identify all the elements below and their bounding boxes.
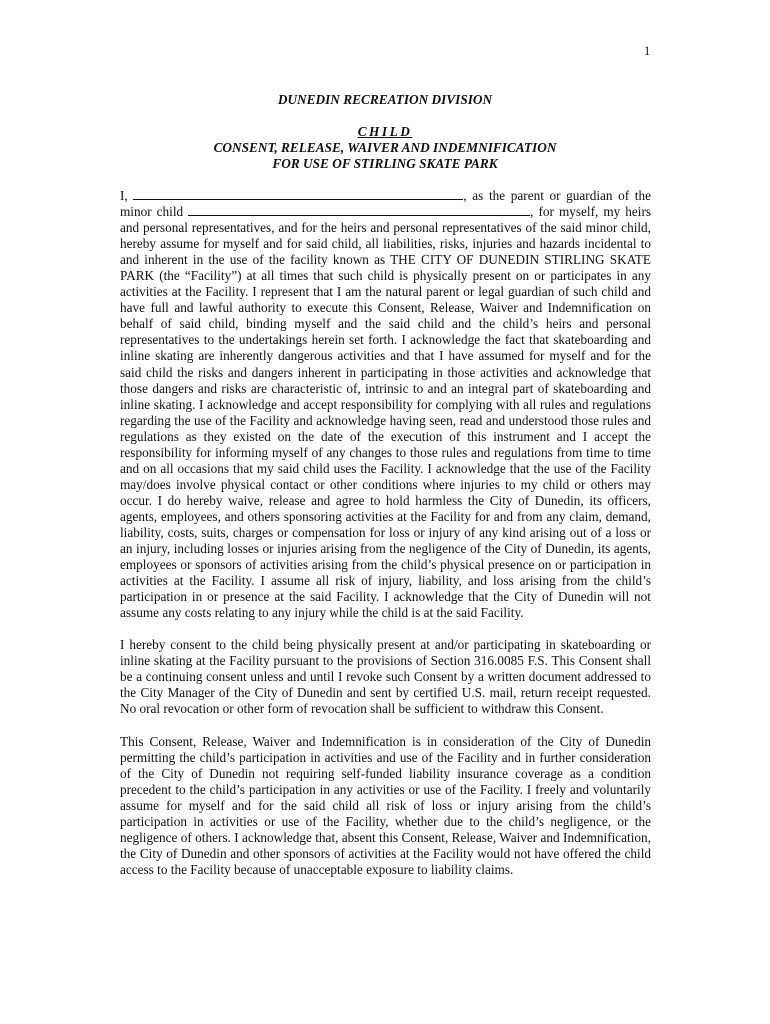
parent-name-field[interactable] — [133, 188, 463, 200]
minor-child-name-field[interactable] — [188, 204, 530, 216]
paragraph-1 — [120, 188, 651, 621]
document-header — [120, 92, 650, 172]
paragraph-1-after-parent: , as the parent or guardian of the minor child — [120, 188, 651, 220]
page-number: 1 — [644, 44, 651, 58]
division-title: DUNEDIN RECREATION DIVISION — [277, 92, 493, 107]
paragraph-2: I hereby consent to the child being physically present at and/or participating in skateboarding or inline skating at the Facility pursuant to the provisions of Section 316.0085 F.S. This Consent shall be a continuing consent unless and until I revoke such Consent by a written document addressed to the City Manager of the City of Dunedin and sent by certified U.S. mail, return receipt requested. No oral revocation or other form of revocation shall be sufficient to withdraw this Consent. — [120, 637, 651, 717]
document-body — [120, 188, 651, 894]
paragraph-3: This Consent, Release, Waiver and Indemnification is in consideration of the City of Dunedin permitting the child’s participation in activities and use of the Facility and in further consideration of the City of Dunedin not requiring self-funded liability insurance coverage as a condition precedent to the child’s participation in any activities or use of the Facility. I freely and voluntarily assume for myself and for the said child all risk of loss or injury arising from the child’s participation in activities or use of the Facility, whether due to the child’s negligence, or the negligence of others. I acknowledge that, absent this Consent, Release, Waiver and Indemnification, the City of Dunedin and other sponsors of activities at the Facility would not have offered the child access to the Facility because of unacceptable exposure to liability claims. — [120, 733, 651, 877]
child-heading: CHILD — [357, 124, 413, 139]
document-title-line-1: CONSENT, RELEASE, WAIVER AND INDEMNIFICATION — [213, 140, 557, 155]
paragraph-1-body: , for myself, my heirs and personal representatives, and for the heirs and personal representatives of the said minor child, hereby assume for myself and for said child, all liabilities, risks, injuries and hazards incidental to and inherent in the use of the facility known as THE CITY OF DUNEDIN STIRLING SKATE PARK (the “Facility”) at all times that such child is physically present on or participates in any activities at the Facility. I represent that I am the natural parent or legal guardian of such child and have full and lawful authority to execute this Consent, Release, Waiver and Indemnification on behalf of said child, binding myself and the said child and the child’s heirs and personal representatives to the undertakings herein set forth. I acknowledge the fact that skateboarding and inline skating are inherently dangerous activities and that I have assumed for myself and for the said child the risks and dangers inherent in participating in those activities and acknowledge that those dangers and risks are characteristic of, intrinsic to and an integral part of skateboarding and inline skating. I acknowledge and accept responsibility for complying with all rules and regulations regarding the use of the Facility and acknowledge having seen, read and understood those rules and regulations as they existed on the date of the execution of this instrument and I accept the responsibility for informing myself of any changes to those rules and regulations from time to time and on all occasions that my said child uses the Facility. I acknowledge that the use of the Facility may/does involve physical contact or other conditions where injuries to my child or others may occur. I do hereby waive, release and agree to hold harmless the City of Dunedin, its officers, agents, employees, and others sponsoring activities at the Facility for and from any claim, demand, liability, costs, suits, charges or compensation for loss or injury of any kind arising out of a loss or an injury, including losses or injuries arising from the negligence of the City of Dunedin, its agents, employees or sponsors of activities arising from the child’s physical presence on or participation in activities at the Facility. I assume all risk of injury, liability, and loss arising from the child’s participation in or presence at the said Facility. I acknowledge that the City of Dunedin will not assume any costs relating to any injury while the child is at the said Facility. — [120, 204, 652, 621]
paragraph-1-lead: I, — [120, 188, 128, 203]
document-title-line-2: FOR USE OF STIRLING SKATE PARK — [272, 156, 498, 171]
